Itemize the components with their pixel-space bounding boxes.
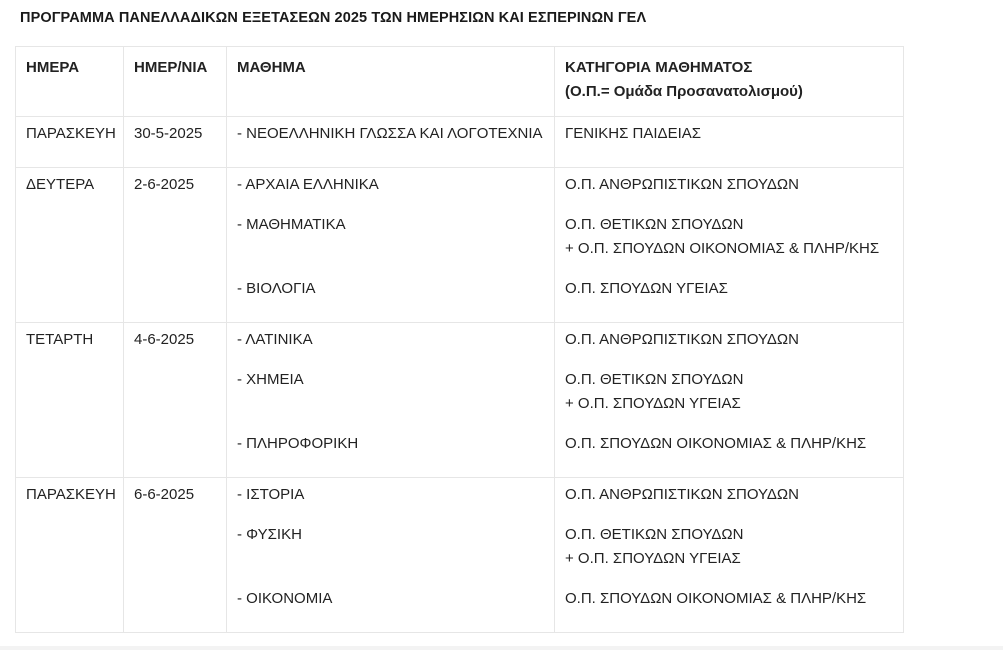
- subject-item: - ΠΛΗΡΟΦΟΡΙΚΗ: [237, 435, 359, 452]
- header-date: ΗΜΕΡ/ΝΙΑ: [124, 47, 227, 117]
- header-category: [555, 47, 904, 117]
- category-item: ΓΕΝΙΚΗΣ ΠΑΙΔΕΙΑΣ: [565, 125, 702, 142]
- subject-item: - ΝΕΟΕΛΛΗΝΙΚΗ ΓΛΩΣΣΑ ΚΑΙ ΛΟΓΟΤΕΧΝΙΑ: [237, 125, 543, 142]
- category-item-extra: + Ο.Π. ΣΠΟΥΔΩΝ ΟΙΚΟΝΟΜΙΑΣ & ΠΛΗΡ/ΚΗΣ: [565, 240, 880, 257]
- category-item: Ο.Π. ΑΝΘΡΩΠΙΣΤΙΚΩΝ ΣΠΟΥΔΩΝ: [565, 176, 799, 193]
- cell-subjects: [227, 168, 555, 323]
- exam-schedule-table: [15, 46, 904, 633]
- table-row: [16, 168, 904, 323]
- cell-date: 4-6-2025: [124, 323, 227, 478]
- header-day: ΗΜΕΡΑ: [16, 47, 124, 117]
- subject-item: - ΑΡΧΑΙΑ ΕΛΛΗΝΙΚΑ: [237, 176, 379, 193]
- category-item-extra: + Ο.Π. ΣΠΟΥΔΩΝ ΥΓΕΙΑΣ: [565, 550, 741, 567]
- cell-categories: [555, 323, 904, 478]
- subject-item: - ΙΣΤΟΡΙΑ: [237, 486, 305, 503]
- cell-subjects: [227, 117, 555, 168]
- cell-day: ΤΕΤΑΡΤΗ: [16, 323, 124, 478]
- cell-day: ΔΕΥΤΕΡΑ: [16, 168, 124, 323]
- header-category-note: (Ο.Π.= Ομάδα Προσανατολισμού): [565, 83, 803, 100]
- cell-subjects: [227, 323, 555, 478]
- category-item-extra: + Ο.Π. ΣΠΟΥΔΩΝ ΥΓΕΙΑΣ: [565, 395, 741, 412]
- subject-item: - ΛΑΤΙΝΙΚΑ: [237, 331, 313, 348]
- table-row: [16, 478, 904, 633]
- subject-item: - ΦΥΣΙΚΗ: [237, 526, 302, 543]
- category-item: Ο.Π. ΘΕΤΙΚΩΝ ΣΠΟΥΔΩΝ: [565, 371, 744, 388]
- header-subject: ΜΑΘΗΜΑ: [227, 47, 555, 117]
- cell-categories: [555, 168, 904, 323]
- subject-item: - ΒΙΟΛΟΓΙΑ: [237, 280, 316, 297]
- table-row: [16, 117, 904, 168]
- subject-item: - ΜΑΘΗΜΑΤΙΚΑ: [237, 216, 346, 233]
- category-item: Ο.Π. ΣΠΟΥΔΩΝ ΟΙΚΟΝΟΜΙΑΣ & ΠΛΗΡ/ΚΗΣ: [565, 435, 867, 452]
- category-item: Ο.Π. ΣΠΟΥΔΩΝ ΥΓΕΙΑΣ: [565, 280, 728, 297]
- cell-subjects: [227, 478, 555, 633]
- cell-day: ΠΑΡΑΣΚΕΥΗ: [16, 117, 124, 168]
- cell-date: 2-6-2025: [124, 168, 227, 323]
- subject-item: - ΟΙΚΟΝΟΜΙΑ: [237, 590, 333, 607]
- subject-item: - ΧΗΜΕΙΑ: [237, 371, 304, 388]
- cell-date: 6-6-2025: [124, 478, 227, 633]
- cell-categories: [555, 117, 904, 168]
- header-category-title: ΚΑΤΗΓΟΡΙΑ ΜΑΘΗΜΑΤΟΣ: [565, 59, 753, 76]
- category-item: Ο.Π. ΘΕΤΙΚΩΝ ΣΠΟΥΔΩΝ: [565, 526, 744, 543]
- page-title: ΠΡΟΓΡΑΜΜΑ ΠΑΝΕΛΛΑΔΙΚΩΝ ΕΞΕΤΑΣΕΩΝ 2025 ΤΩΝ ΗΜΕΡΗΣΙΩΝ ΚΑΙ ΕΣΠΕΡΙΝΩΝ ΓΕΛ: [20, 10, 647, 26]
- category-item: Ο.Π. ΘΕΤΙΚΩΝ ΣΠΟΥΔΩΝ: [565, 216, 744, 233]
- category-item: Ο.Π. ΑΝΘΡΩΠΙΣΤΙΚΩΝ ΣΠΟΥΔΩΝ: [565, 331, 799, 348]
- page-bottom-divider: [0, 646, 1003, 650]
- cell-day: ΠΑΡΑΣΚΕΥΗ: [16, 478, 124, 633]
- table-header-row: [16, 47, 904, 117]
- table-row: [16, 323, 904, 478]
- category-item: Ο.Π. ΣΠΟΥΔΩΝ ΟΙΚΟΝΟΜΙΑΣ & ΠΛΗΡ/ΚΗΣ: [565, 590, 867, 607]
- cell-categories: [555, 478, 904, 633]
- category-item: Ο.Π. ΑΝΘΡΩΠΙΣΤΙΚΩΝ ΣΠΟΥΔΩΝ: [565, 486, 799, 503]
- cell-date: 30-5-2025: [124, 117, 227, 168]
